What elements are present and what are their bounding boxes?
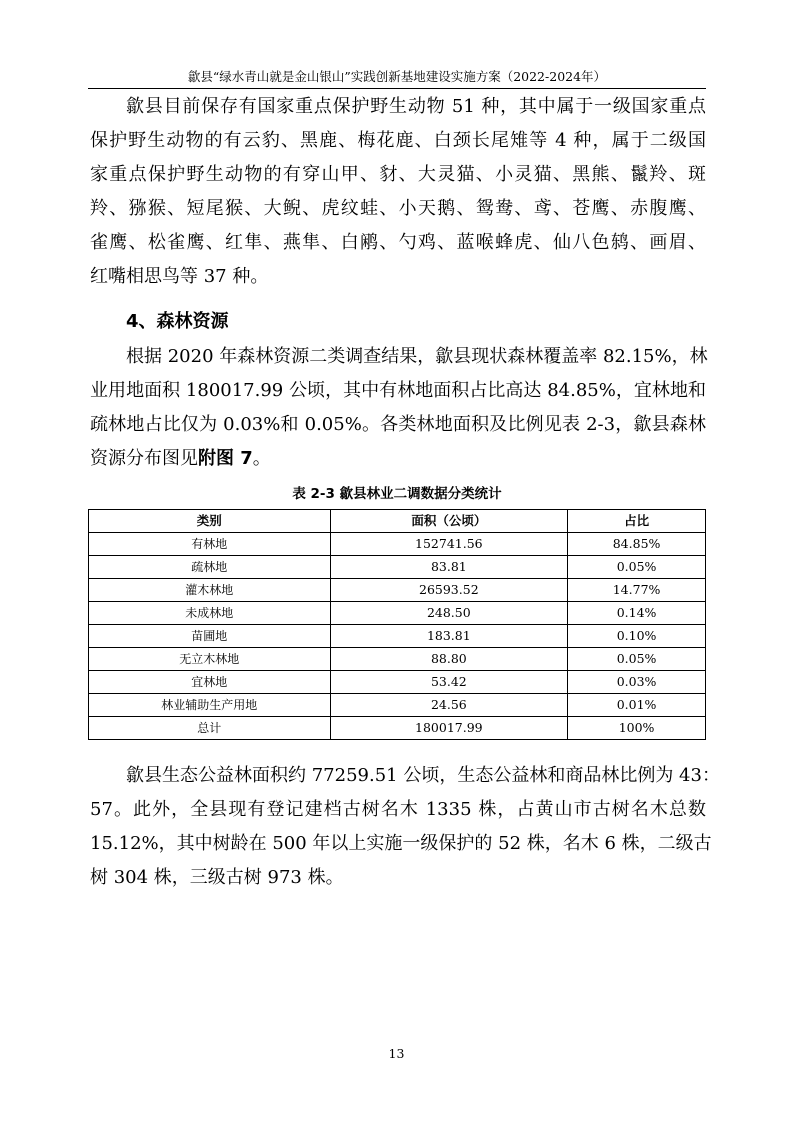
table-row [89, 648, 706, 671]
ratio-cell: 0.05% [568, 556, 706, 579]
text-line [90, 442, 706, 476]
category-cell: 未成林地 [89, 602, 331, 625]
ratio-cell: 0.05% [568, 648, 706, 671]
text-line: 根据 2020 年森林资源二类调查结果，歙县现状森林覆盖率 82.15%，林 [126, 346, 708, 367]
text-line: 歙县目前保存有国家重点保护野生动物 51 种，其中属于一级国家重点 [126, 96, 706, 117]
category-cell: 疏林地 [89, 556, 331, 579]
table-row [89, 556, 706, 579]
paragraph-ecological-forest [90, 759, 720, 895]
table-row [89, 533, 706, 556]
ratio-cell: 14.77% [568, 579, 706, 602]
text-line: 红嘴相思鸟等 37 种。 [90, 266, 269, 287]
ratio-cell: 100% [568, 717, 706, 740]
column-header: 占比 [568, 510, 706, 533]
column-header: 面积（公顷） [330, 510, 568, 533]
area-cell: 248.50 [330, 602, 568, 625]
table-row [89, 579, 706, 602]
area-cell: 183.81 [330, 625, 568, 648]
category-cell: 总计 [89, 717, 331, 740]
category-cell: 有林地 [89, 533, 331, 556]
column-header: 类别 [89, 510, 331, 533]
table-caption: 表 2-3 歙县林业二调数据分类统计 [292, 486, 502, 502]
table-total-row [89, 717, 706, 740]
text-line: 保护野生动物的有云豹、黑鹿、梅花鹿、白颈长尾雉等 4 种，属于二级国 [90, 130, 706, 151]
text-line: 家重点保护野生动物的有穿山甲、豺、大灵猫、小灵猫、黑熊、鬣羚、斑 [90, 164, 706, 185]
text-line: 业用地面积 180017.99 公顷，其中有林地面积占比高达 84.85%，宜林地和 [90, 380, 706, 401]
table-row [89, 602, 706, 625]
paragraph-wildlife [90, 90, 706, 294]
category-cell: 林业辅助生产用地 [89, 694, 331, 717]
ratio-cell: 0.14% [568, 602, 706, 625]
area-cell: 152741.56 [330, 533, 568, 556]
ratio-cell: 0.10% [568, 625, 706, 648]
text-line: 羚、猕猴、短尾猴、大鲵、虎纹蛙、小天鹅、鸳鸯、鸢、苍鹰、赤腹鹰、 [90, 198, 706, 219]
text-segment: 。 [252, 448, 271, 469]
section-title: 4、森林资源 [126, 311, 229, 332]
running-header: 歙县“绿水青山就是金山银山”实践创新基地建设实施方案（2022-2024年） [187, 69, 607, 84]
table-row [89, 694, 706, 717]
text-line: 15.12%，其中树龄在 500 年以上实施一级保护的 52 株，名木 6 株，二级古 [90, 833, 712, 854]
table-row [89, 671, 706, 694]
category-cell: 宜林地 [89, 671, 331, 694]
ratio-cell: 0.01% [568, 694, 706, 717]
text-segment: 资源分布图见 [90, 448, 198, 469]
area-cell: 83.81 [330, 556, 568, 579]
category-cell: 苗圃地 [89, 625, 331, 648]
text-line: 疏林地占比仅为 0.03%和 0.05%。各类林地面积及比例见表 2-3，歙县森林 [90, 414, 706, 435]
header-rule [88, 88, 706, 89]
paragraph-forest [90, 340, 706, 476]
text-line: 树 304 株，三级古树 973 株。 [90, 867, 344, 888]
text-line: 雀鹰、松雀鹰、红隼、燕隼、白鹇、勺鸡、蓝喉蜂虎、仙八色鸫、画眉、 [90, 232, 706, 253]
area-cell: 24.56 [330, 694, 568, 717]
ratio-cell: 84.85% [568, 533, 706, 556]
text-line: 歙县生态公益林面积约 77259.51 公顷，生态公益林和商品林比例为 43： [126, 765, 720, 786]
category-cell: 灌木林地 [89, 579, 331, 602]
table-header-row [89, 510, 706, 533]
forest-statistics-table [88, 509, 706, 740]
area-cell: 88.80 [330, 648, 568, 671]
text-line: 57。此外，全县现有登记建档古树名木 1335 株，占黄山市古树名木总数 [90, 799, 706, 820]
figure-reference: 附图 7 [198, 448, 253, 469]
area-cell: 26593.52 [330, 579, 568, 602]
area-cell: 180017.99 [330, 717, 568, 740]
ratio-cell: 0.03% [568, 671, 706, 694]
table-row [89, 625, 706, 648]
page-number: 13 [388, 1046, 405, 1061]
category-cell: 无立木林地 [89, 648, 331, 671]
area-cell: 53.42 [330, 671, 568, 694]
